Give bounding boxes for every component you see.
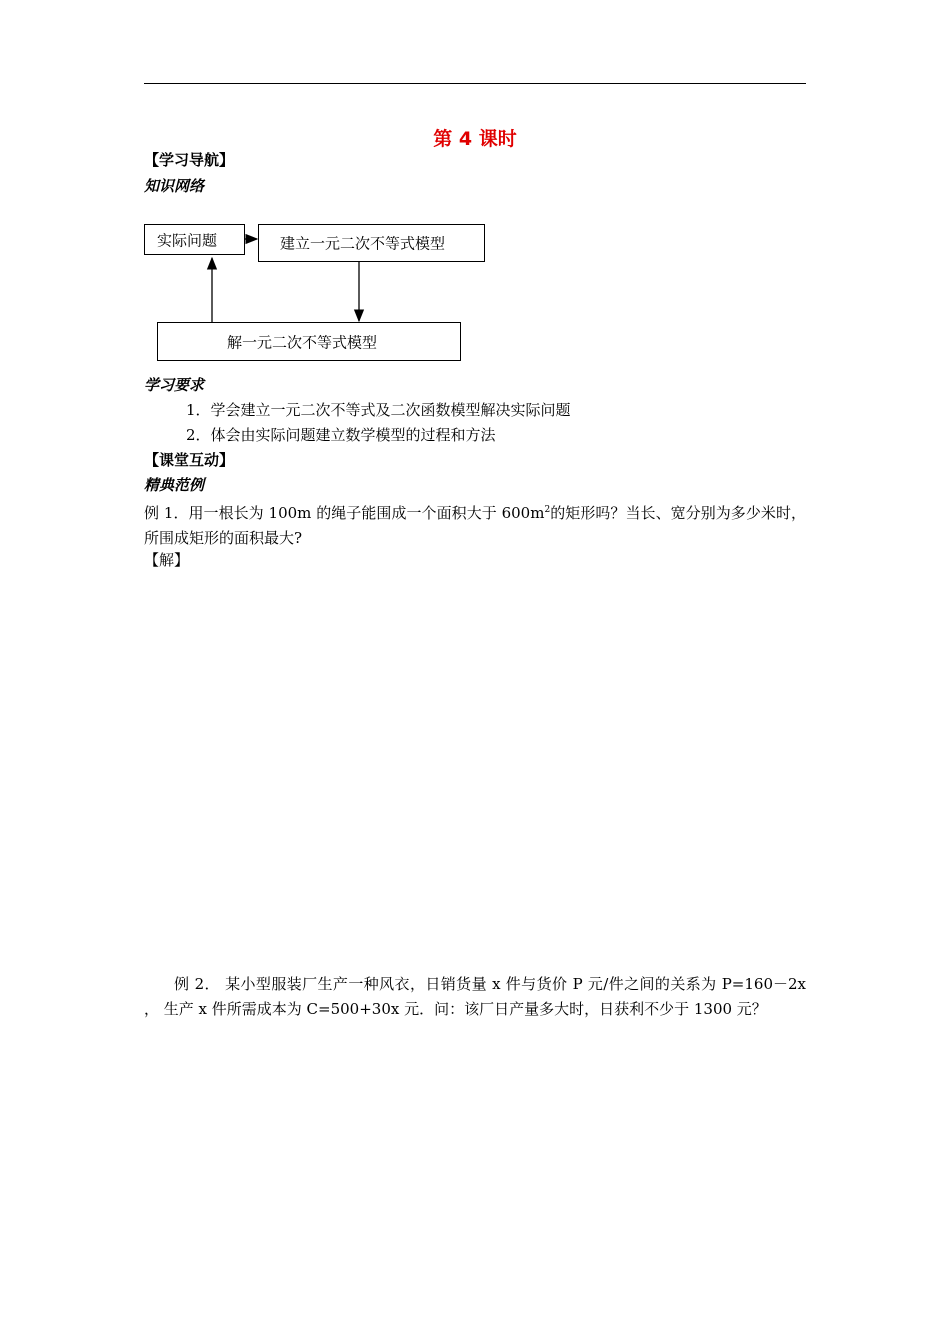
example-1-text bbox=[144, 498, 806, 551]
example-1-text-part2: 的矩形吗？当长、宽分别为多少米时，所围成矩形的面积最大? bbox=[144, 504, 806, 547]
node-build-model bbox=[258, 224, 485, 262]
requirement-item-2: 2．体会由实际问题建立数学模型的过程和方法 bbox=[186, 426, 496, 444]
lesson-title: 第 4 课时 bbox=[433, 128, 517, 150]
classroom-heading: 【课堂互动】 bbox=[144, 451, 235, 469]
knowledge-network-heading: 知识网络 bbox=[144, 177, 205, 195]
example-2-text: 例 2． 某小型服装厂生产一种风衣，日销货量 x 件与货价 P 元/件之间的关系为 P=160－2x ， 生产 x 件所需成本为 C=500+30x 元．问：该厂日产量多大时，日获利不少于 1300 元？ bbox=[144, 975, 806, 1018]
node-solve-model-label: 解一元二次不等式模型 bbox=[227, 333, 378, 351]
requirements-heading: 学习要求 bbox=[144, 376, 205, 394]
node-solve-model bbox=[157, 322, 461, 361]
requirement-item-1: 1．学会建立一元二次不等式及二次函数模型解决实际问题 bbox=[186, 401, 571, 419]
section-nav-heading: 【学习导航】 bbox=[144, 151, 235, 169]
examples-heading: 精典范例 bbox=[144, 476, 205, 494]
example-1-text-part1: 例 1．用一根长为 100m 的绳子能围成一个面积大于 600m bbox=[144, 504, 545, 522]
node-practical-problem-label: 实际问题 bbox=[157, 231, 218, 249]
example-1-solution-label: 【解】 bbox=[144, 551, 190, 569]
node-practical-problem bbox=[144, 224, 245, 255]
example-1-superscript: 2 bbox=[544, 505, 551, 515]
diagram-arrows bbox=[0, 0, 950, 380]
node-build-model-label: 建立一元二次不等式模型 bbox=[280, 234, 446, 253]
